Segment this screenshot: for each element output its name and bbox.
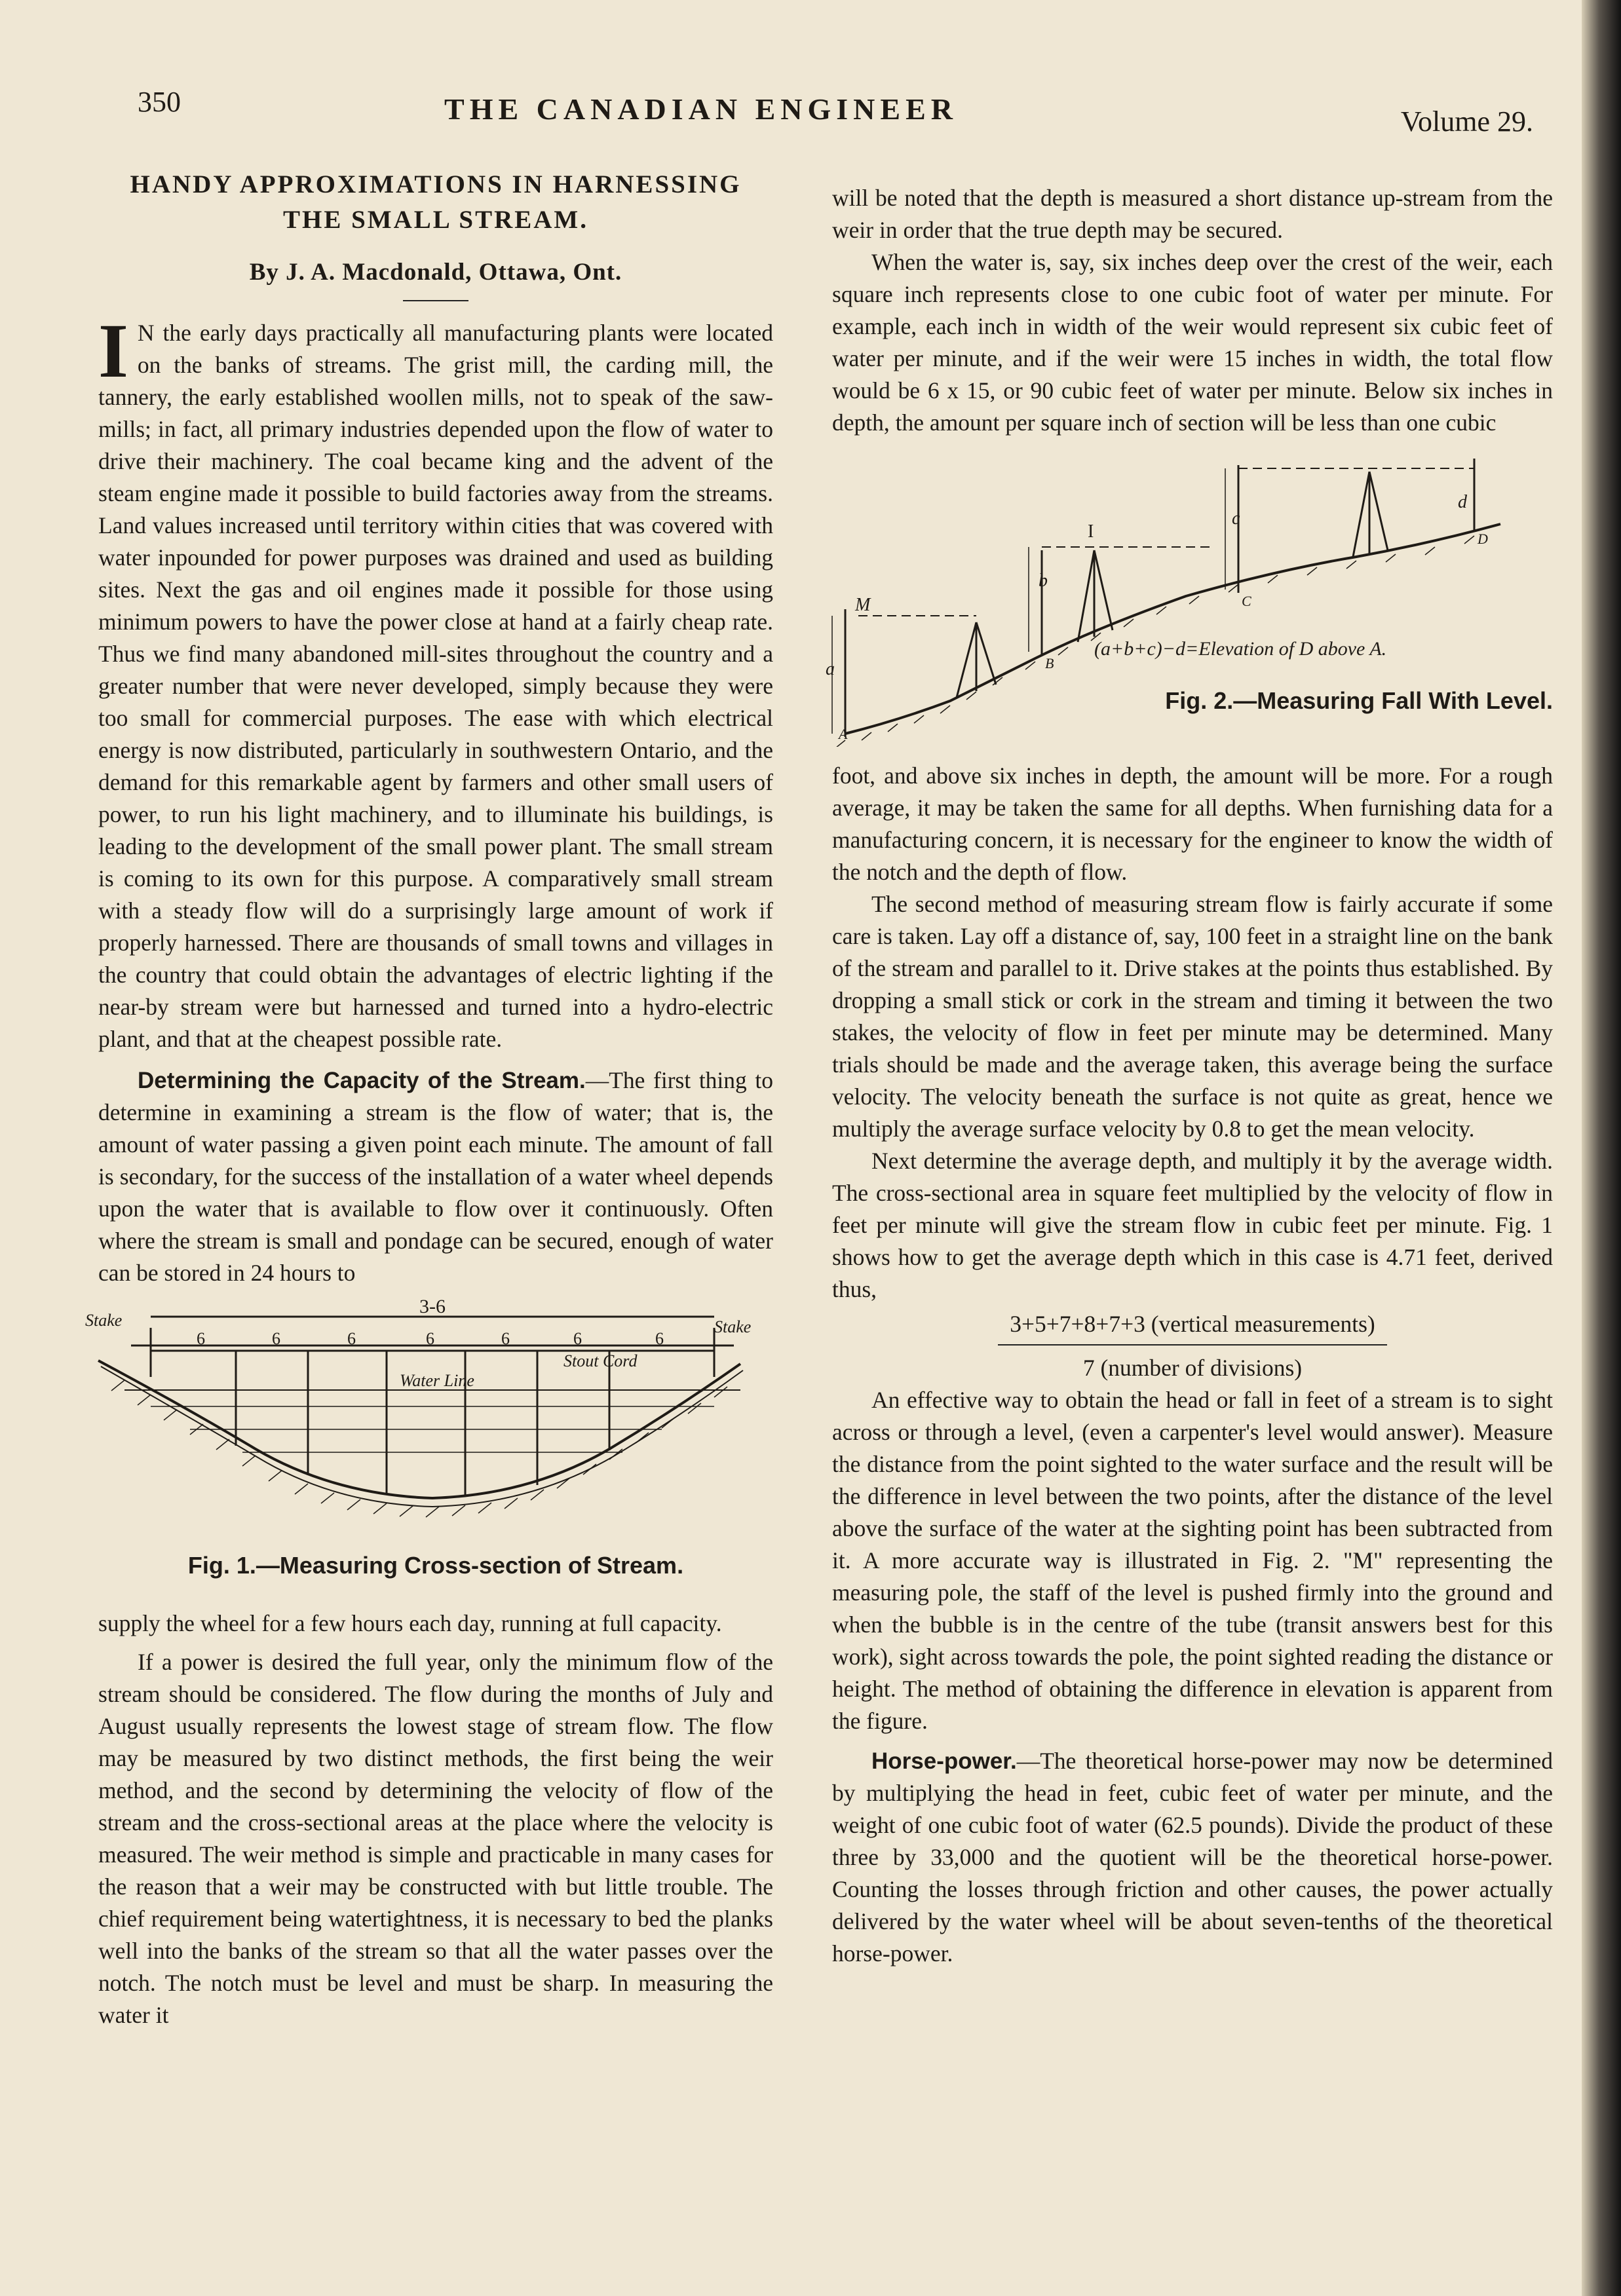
article-title: HANDY APPROXIMATIONS IN HARNESSING THE SMALL STREAM. (130, 170, 742, 234)
paragraph-capacity: Determining the Capacity of the Stream.—The first thing to determine in examining a stream is the flow of water; that is, the amount of water passing a given point each minute. The amount of fall is secondary, for the success of the installation of a water wheel depends upon the water that is available to flow over it continuously. Often where the stream is small and pondage can be secured, enough of water can be stored in 24 hours to (98, 1067, 774, 1286)
dimension-b-label: b (1039, 571, 1048, 591)
formula-numerator: 3+5+7+8+7+3 (vertical measurements) (998, 1308, 1387, 1346)
paragraph-minimum-flow: If a power is desired the full year, only the minimum flow of the stream should be considered. The flow during the months of July and August usually represents the lowest stage of stream flow. The flow may be measured by two distinct methods, the first being the weir method, and the second by determining the velocity of flow of the stream and the cross-sectional areas at the place where the velocity is measured. The weir method is simple and practicable in many cases for the reason that a weir may be constructed with but little trouble. The chief requirement being watertightness, it is necessary to bed the planks well into the banks of the stream so that all the water passes over the notch. The notch must be level and must be sharp. In measuring the water it (98, 1649, 773, 2028)
page-binding-shadow (1582, 0, 1621, 2296)
dimension-c-label: c (1232, 508, 1240, 529)
paragraph-second-method: The second method of measuring stream flow is fairly accurate if some care is taken. Lay off a distance of, say, 100 feet in a straight line on the bank of the stream and parallel to it. Drive stakes at the points thus established. By dropping a small stick or cork in the stream and timing it between the two stakes, the velocity of flow in feet per minute may be determined. Many trials should be made and the average taken, this average being the surface velocity. The velocity beneath the surface is not quite as great, hence we multiply the average surface velocity by 0.8 to get the mean velocity. (832, 891, 1553, 1142)
volume-label: Volume 29. (1400, 105, 1533, 138)
paragraph-average-depth: Next determine the average depth, and multiply it by the average width. The cross-sectional area in square feet multiplied by the velocity of flow in feet per minute will give the stream flow in cubic feet per minute. Fig. 1 shows how to get the average depth which in this case is 4.71 feet, derived thus, (832, 1148, 1553, 1302)
stake-right-label: Stake (714, 1317, 752, 1336)
title-rule (403, 300, 468, 301)
page-number: 350 (138, 86, 181, 118)
stake-left-label: Stake (85, 1311, 123, 1330)
paragraph-intro: I N the early days practically all manufacturing plants were located on the banks of streams. The grist mill, the carding mill, the tannery, the early established woollen mills, not to speak of the saw-mills; in fact, all primary industries depended upon the flow of water to drive their machinery. The coal became king and the advent of the steam engine made it possible to build factories away from the streams. Land values increased until territory within cities that was covered with water inpounded for power purposes was drained and used as building sites. Next the gas and oil engines made it possible for those using minimum powers to have the power close at hand at a fairly cheap rate. Thus we find many abandoned mill-sites throughout the country and a greater number that were never developed, simply because they were too small for commercial purposes. The ease with which electrical energy is now distributed, particularly in southwestern Ontario, and the demand for this remarkable agent by farmers and other small users of power, to run his light machinery, and to illuminate his buildings, is leading to the development of the small power plant. The small stream is coming to its own for this purpose. A comparatively small stream with a steady flow will do a surprisingly large amount of work if properly harnessed. There are thousands of small towns and villages in the country that could obtain the advantages of electric lighting if the near-by stream were but harnessed and turned into a hydro-electric plant, and that at the cheapest possible rate. (98, 308, 773, 1052)
figure-1-caption: Fig. 1.—Measuring Cross-section of Stream. (187, 1552, 684, 1579)
water-line-label: Water Line (400, 1371, 474, 1390)
span-label: 3-6 (419, 1298, 446, 1317)
left-column (85, 167, 774, 2031)
journal-title: THE CANADIAN ENGINEER (444, 92, 958, 126)
average-depth-formula (832, 1308, 1553, 1384)
paragraph-weir-depth: will be noted that the depth is measured a short distance up-stream from the weir in order that the true depth may be secured. (832, 185, 1553, 243)
point-d-label: D (1478, 531, 1488, 547)
interval-label: 6 (501, 1329, 510, 1348)
figure-2-caption: Fig. 2.—Measuring Fall With Level. (1165, 687, 1553, 714)
interval-label: 6 (426, 1329, 434, 1348)
interval-label: 6 (197, 1329, 205, 1348)
interval-label: 6 (272, 1329, 280, 1348)
subheading-capacity: Determining the Capacity of the Stream. (138, 1068, 586, 1093)
interval-label: 6 (347, 1329, 356, 1348)
figure-1-cross-section (85, 1298, 773, 1543)
byline: By J. A. Macdonald, Ottawa, Ont. (249, 259, 622, 286)
paragraph-weir-rough: foot, and above six inches in depth, the amount will be more. For a rough average, it may be taken the same for all depths. When furnishing data for a manufacturing concern, it is necessary for the engineer to know the width of the notch and the depth of flow. (832, 762, 1553, 885)
formula-denominator: 7 (number of divisions) (1082, 1355, 1303, 1381)
dimension-d-label: d (1458, 492, 1467, 512)
dimension-a-label: a (826, 659, 835, 679)
point-c-label: C (1242, 593, 1251, 609)
interval-label: 6 (655, 1329, 664, 1348)
subheading-horse-power: Horse-power. (871, 1748, 1017, 1774)
right-column (826, 182, 1553, 1970)
elevation-formula: (a+b+c)−d=Elevation of D above A. (1094, 638, 1387, 660)
paragraph-head: An effective way to obtain the head or fall in feet of a stream is to sight across or through a level, (even a carpenter's level would answer). Measure the distance from the point sighted to the water surface and the result will be the difference in level between the two points, after the distance of the level above the surface of the water at the sighting point has been subtracted from it. A more accurate way is illustrated in Fig. 2. "M" representing the measuring pole, the staff of the level is pushed firmly into the ground and when the bubble is in the centre of the tube (transit answers best for this work), sight across towards the pole, the point sighted reading the distance or height. The method of obtaining the difference in elevation is apparent from the figure. (832, 1387, 1553, 1734)
running-header (138, 79, 1533, 138)
point-b-label: B (1045, 655, 1054, 671)
point-a-label: A (839, 726, 848, 742)
stout-cord-label: Stout Cord (563, 1351, 638, 1370)
paragraph-continuation: supply the wheel for a few hours each day, running at full capacity. (98, 1610, 722, 1636)
paragraph-weir-example: When the water is, say, six inches deep over the crest of the weir, each square inch represents close to one cubic foot of water per minute. For example, each inch in width of the weir would represent six cubic feet of water per minute, and if the weir were 15 inches in width, the total flow would be 6 x 15, or 90 cubic feet of water per minute. Below six inches in depth, the amount per square inch of section will be less than one cubic (832, 249, 1553, 436)
level-i-label: I (1088, 521, 1094, 542)
interval-label: 6 (573, 1329, 582, 1348)
cross-section-diagram (85, 1298, 780, 1534)
paragraph-horse-power: Horse-power.—The theoretical horse-power may now be determined by multiplying the head in feet, cubic feet of water per minute, and the weight of one cubic foot of water (62.5 pounds). Divide the product of these three by 33,000 and the quotient will be the theoretical horse-power. Counting the losses through friction and other causes, the power actually delivered by the water wheel will be about seven-tenths of the theoretical horse-power. (832, 1748, 1553, 1967)
figure-2-level (819, 459, 1553, 747)
drop-cap: I (98, 308, 128, 394)
pole-m-label: M (855, 595, 871, 615)
